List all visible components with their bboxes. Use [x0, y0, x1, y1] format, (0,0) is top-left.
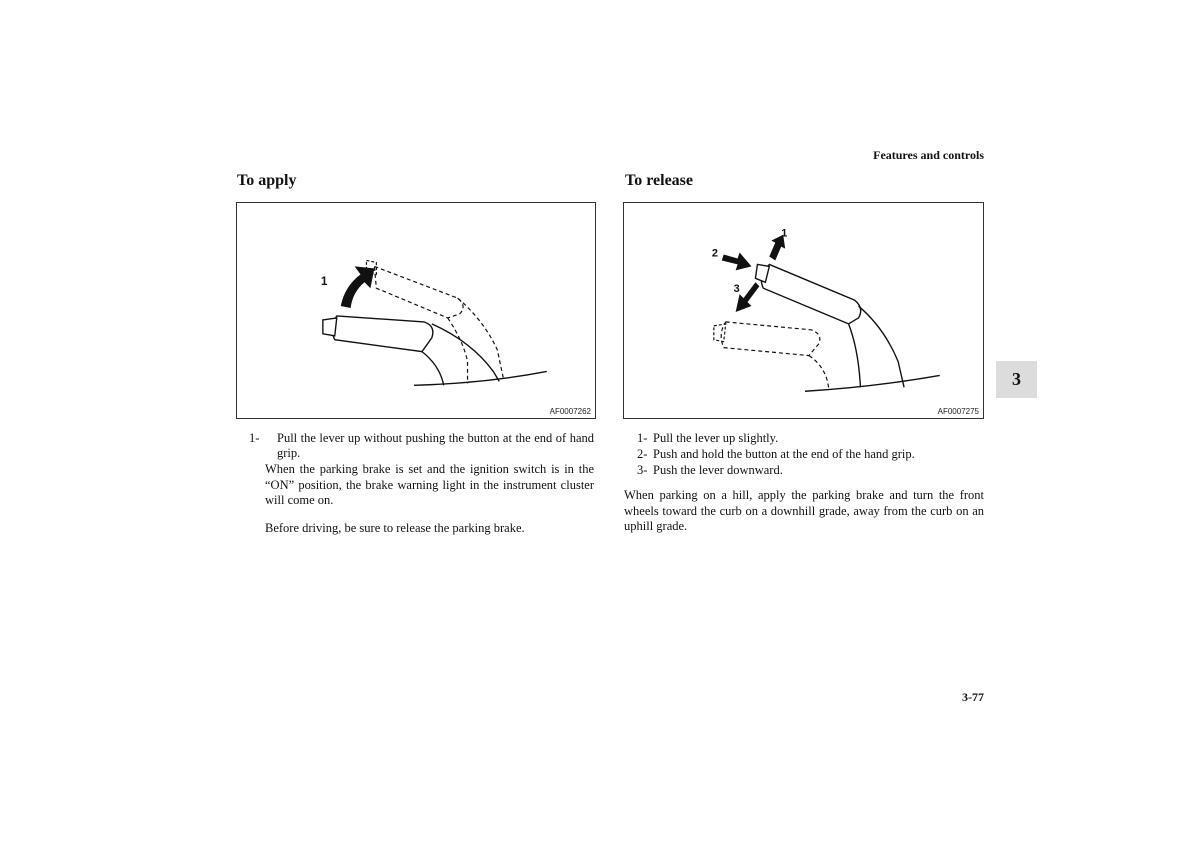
figure-code: AF0007275 [937, 407, 979, 416]
list-item [249, 431, 594, 461]
figure-apply-lever [236, 202, 596, 419]
step-text: Push and hold the button at the end of the hand grip. [653, 447, 915, 461]
step-number: 3- [637, 463, 648, 477]
apply-steps-list [249, 431, 594, 461]
step-text: Pull the lever up without pushing the button at the end of hand grip. [277, 431, 594, 460]
release-steps-block [637, 431, 984, 479]
figure-release-lever [623, 202, 984, 419]
list-item [637, 463, 984, 478]
step-number: 2- [637, 447, 648, 461]
chapter-tab: 3 [996, 361, 1037, 398]
apply-lever-illustration [237, 203, 595, 418]
figure-label-2: 2 [711, 247, 718, 260]
apply-steps-block [249, 431, 594, 536]
release-lever-illustration [624, 203, 983, 418]
running-header: Features and controls [873, 148, 984, 162]
page-number: 3-77 [962, 690, 984, 704]
step-text: Pull the lever up slightly. [653, 431, 779, 445]
heading-to-release: To release [625, 172, 693, 189]
step-number: 1- [637, 431, 648, 445]
step-text: Push the lever downward. [653, 463, 783, 477]
figure-label-1: 1 [781, 227, 788, 240]
figure-label-3: 3 [733, 283, 740, 296]
list-item [637, 447, 984, 462]
heading-to-apply: To apply [237, 172, 297, 189]
apply-note: When the parking brake is set and the ignition switch is in the “ON” position, the brake warning light in the instrument cluster will come on. [265, 462, 594, 507]
figure-code: AF0007262 [549, 407, 591, 416]
release-steps-list [637, 431, 984, 478]
hill-parking-paragraph: When parking on a hill, apply the parking brake and turn the front wheels toward the curb on a downhill grade, away from the curb on an uphill grade. [624, 488, 984, 533]
step-number: 1- [249, 431, 260, 445]
apply-reminder: Before driving, be sure to release the parking brake. [265, 520, 525, 535]
figure-label-1: 1 [320, 274, 328, 289]
list-item [637, 431, 984, 446]
